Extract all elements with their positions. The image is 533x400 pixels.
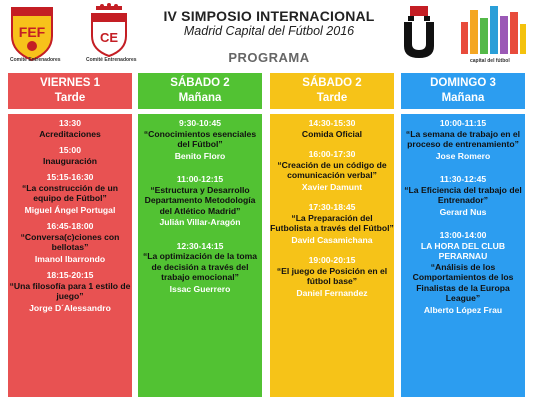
event-title: “La optimización de la toma de decisión a través del trabajo emocional”	[142, 251, 258, 282]
event-speaker: Benito Floro	[174, 150, 226, 161]
event-title: “Una filosofía para 1 estilo de juego”	[9, 280, 131, 301]
column-header-domingo	[401, 73, 525, 109]
event-time: 15:00	[59, 145, 81, 155]
event-title: “La construcción de un equipo de Fútbol”	[22, 182, 118, 203]
svg-text:CE: CE	[99, 30, 119, 45]
event-speaker: Daniel Fernandez	[296, 287, 368, 298]
event-title: “La semana de trabajo en el proceso de entrenamiento”	[405, 128, 521, 149]
page-subtitle: Madrid Capital del Fútbol 2016	[183, 24, 355, 38]
event	[270, 255, 394, 298]
event-club-heading: LA HORA DEL CLUB PERARNAU	[420, 240, 506, 261]
event-title: Acreditaciones	[39, 128, 101, 139]
event-speaker: Miguel Ángel Portugal	[24, 204, 116, 215]
page-title: IV SIMPOSIO INTERNACIONAL	[163, 8, 375, 24]
event-time: 11:30-12:45	[439, 174, 487, 184]
event	[401, 174, 525, 217]
event	[8, 221, 132, 264]
event-time: 17:30-18:45	[308, 202, 356, 212]
column-body-viernes	[8, 114, 132, 397]
event-time: 16:00-17:30	[308, 149, 356, 159]
event-time: 11:00-12:15	[176, 174, 224, 184]
section-title: PROGRAMA	[228, 50, 310, 65]
event-title: “La Eficiencia del trabajo del Entrenador”	[404, 184, 522, 205]
event-speaker: David Casamichana	[291, 234, 373, 245]
event	[401, 230, 525, 315]
event-title: “El juego de Posición en el fútbol base”	[276, 265, 388, 286]
day-label: DOMINGO 3	[430, 77, 496, 89]
event-time: 14:30-15:30	[308, 118, 356, 128]
column-header-sabado-tarde	[270, 73, 394, 109]
event-speaker: Gerard Nus	[439, 206, 487, 217]
day-label: SÁBADO 2	[170, 77, 230, 89]
mcf-caption: capital del fútbol	[470, 58, 510, 64]
event-time: 13:00-14:00	[439, 230, 487, 240]
event-time: 10:00-11:15	[439, 118, 487, 128]
event-title: “La Preparación del Futbolista a través del Fútbol”	[270, 212, 394, 233]
event-speaker: Julián Villar-Aragón	[159, 217, 241, 227]
column-body-sabado-manana	[138, 114, 262, 397]
day-label: VIERNES 1	[39, 77, 101, 89]
event-speaker: Xavier Damunt	[301, 181, 363, 192]
event	[270, 149, 394, 192]
svg-text:FEF: FEF	[18, 24, 46, 40]
event-time: 19:00-20:15	[308, 255, 356, 265]
column-body-domingo	[401, 114, 525, 397]
comite-entrenadores-crest	[78, 2, 140, 64]
event-title: “Conversa(c)ciones con bellotas”	[20, 231, 120, 252]
event	[138, 118, 262, 161]
event	[8, 145, 132, 166]
period-label: Mañana	[441, 91, 485, 104]
event-speaker: Alberto López Frau	[423, 304, 503, 315]
period-label: Tarde	[316, 91, 348, 104]
event-time: 12:30-14:15	[176, 240, 224, 251]
header	[162, 8, 376, 39]
event-title: Inauguración	[43, 155, 97, 166]
event-title: “Conocimientos esenciales del Fútbol”	[143, 128, 257, 149]
event	[8, 270, 132, 313]
event	[270, 202, 394, 245]
event-time: 18:15-20:15	[46, 270, 94, 280]
event	[8, 172, 132, 215]
column-header-viernes	[8, 73, 132, 109]
event-speaker: Issac Guerrero	[169, 283, 231, 294]
event-speaker: Jose Romero	[435, 150, 491, 161]
event	[138, 241, 262, 295]
day-label: SÁBADO 2	[302, 77, 362, 89]
event-speaker: Jorge D´Alessandro	[29, 302, 111, 313]
event-time: 16:45-18:00	[46, 221, 94, 231]
event	[401, 118, 525, 161]
ucm-logo	[398, 4, 440, 62]
event-time: 15:15-16:30	[46, 172, 94, 182]
column-body-sabado-tarde	[270, 114, 394, 397]
column-header-sabado-manana	[138, 73, 262, 109]
fef-caption: Comité Entrenadores	[10, 57, 61, 63]
fef-logo	[6, 2, 58, 64]
event-title: “Creación de un código de comunicación verbal”	[277, 159, 387, 180]
period-label: Tarde	[54, 91, 86, 104]
event-time: 9:30-10:45	[178, 118, 222, 128]
event	[138, 174, 262, 228]
event-title: “Análisis de los Comportamientos de los Finalistas de la Europa League”	[412, 261, 514, 303]
period-label: Mañana	[178, 91, 222, 104]
event-time: 13:30	[59, 118, 81, 128]
event	[8, 118, 132, 139]
madrid-capital-futbol-logo	[455, 2, 529, 66]
event	[270, 118, 394, 139]
event-title: Comida Oficial	[301, 128, 363, 139]
ce-caption: Comité Entrenadores	[86, 57, 137, 63]
event-title: “Estructura y Desarrollo Departamento Metodología del Atlético Madrid”	[144, 184, 256, 216]
event-speaker: Imanol Ibarrondo	[34, 253, 106, 264]
